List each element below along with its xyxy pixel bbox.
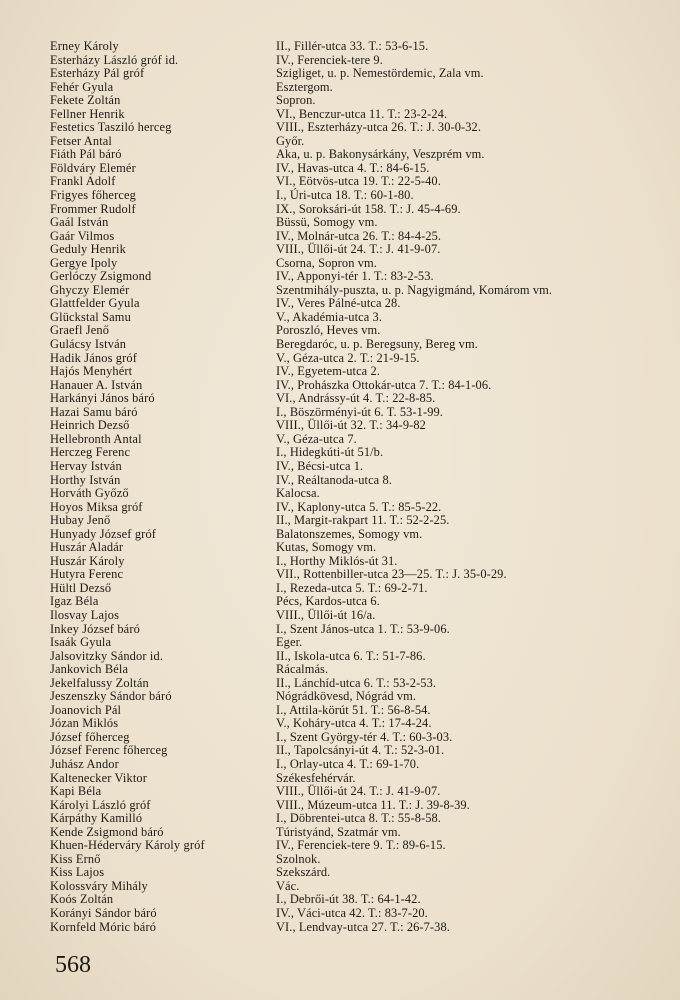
entry-address: IV., Bécsi-utca 1.	[276, 458, 364, 473]
entry-address: I., Orlay-utca 4. T.: 69-1-70.	[276, 756, 420, 771]
directory-entry	[50, 203, 675, 217]
entry-name: Esterházy Pál gróf	[50, 66, 145, 81]
entry-address: V., Géza-utca 2. T.: 21-9-15.	[276, 350, 420, 365]
entry-name: Juhász Andor	[50, 756, 119, 771]
entry-name: Jankovich Béla	[50, 662, 129, 677]
directory-entry	[50, 311, 675, 325]
page-number: 568	[55, 952, 91, 978]
entry-name: Igaz Béla	[50, 594, 99, 609]
entry-name: Esterházy László gróf id.	[50, 52, 179, 67]
entry-name: Koós Zoltán	[50, 892, 114, 907]
entry-address: VIII., Üllői-út 16/a.	[276, 607, 376, 622]
entry-address: I., Szent János-utca 1. T.: 53-9-06.	[276, 621, 450, 636]
directory-entry	[50, 94, 675, 108]
entry-name: Fetser Antal	[50, 133, 113, 148]
entry-address: II., Iskola-utca 6. T.: 51-7-86.	[276, 648, 426, 663]
entry-name: Józan Miklós	[50, 716, 119, 731]
directory-entry	[50, 392, 675, 406]
entry-address: IV., Prohászka Ottokár-utca 7. T.: 84-1-06.	[276, 377, 492, 392]
entry-address: I., Böszörményi-út 6. T. 53-1-99.	[276, 404, 443, 419]
entry-name: Hutyra Ferenc	[50, 567, 124, 582]
entry-name: Hazai Samu báró	[50, 404, 138, 419]
directory-entry	[50, 772, 675, 786]
directory-entry	[50, 460, 675, 474]
entry-address: IV., Kaplony-utca 5. T.: 85-5-22.	[276, 499, 442, 514]
entry-address: Aka, u. p. Bakonysárkány, Veszprém vm.	[276, 147, 485, 162]
entry-address: I., Debrői-út 38. T.: 64-1-42.	[276, 892, 421, 907]
directory-entry	[50, 866, 675, 880]
directory-entry	[50, 677, 675, 691]
entry-name: Harkányi János báró	[50, 391, 155, 406]
directory-entry	[50, 731, 675, 745]
entry-name: Kornfeld Móric báró	[50, 919, 157, 934]
entry-name: Frankl Adolf	[50, 174, 116, 189]
directory-entry	[50, 650, 675, 664]
entry-address: VI., Andrássy-út 4. T.: 22-8-85.	[276, 391, 436, 406]
entry-address: IV., Ferenciek-tere 9. T.: 89-6-15.	[276, 838, 446, 853]
entry-address: Túristyánd, Szatmár vm.	[276, 824, 401, 839]
entry-name: Kende Zsigmond báró	[50, 824, 164, 839]
directory-entry	[50, 257, 675, 271]
entry-name: Gaál István	[50, 215, 109, 230]
directory-entry	[50, 67, 675, 81]
directory-entry	[50, 744, 675, 758]
directory-entry	[50, 40, 675, 54]
entry-name: Fehér Gyula	[50, 79, 114, 94]
entry-address: Szigliget, u. p. Nemestördemic, Zala vm.	[276, 66, 484, 81]
entry-name: Földváry Elemér	[50, 160, 136, 175]
directory-entry	[50, 365, 675, 379]
entry-name: Kárpáthy Kamilló	[50, 811, 143, 826]
entry-address: Győr.	[276, 133, 305, 148]
directory-entry	[50, 297, 675, 311]
entry-address: VIII., Múzeum-utca 11. T.: J. 39-8-39.	[276, 797, 470, 812]
entry-name: Festetics Tasziló herceg	[50, 120, 172, 135]
entry-address: VII., Rottenbiller-utca 23—25. T.: J. 35-0-29.	[276, 567, 507, 582]
entry-name: Kaltenecker Viktor	[50, 770, 148, 785]
entry-name: Isaák Gyula	[50, 635, 112, 650]
entry-address: IV., Egyetem-utca 2.	[276, 364, 380, 379]
directory-entry	[50, 826, 675, 840]
entry-name: Frommer Rudolf	[50, 201, 136, 216]
directory-entry	[50, 690, 675, 704]
entry-address: II., Fillér-utca 33. T.: 53-6-15.	[276, 39, 429, 53]
directory-entry	[50, 582, 675, 596]
entry-address: I., Rezeda-utca 5. T.: 69-2-71.	[276, 580, 428, 595]
entry-address: I., Hidegkúti-út 51/b.	[276, 445, 384, 460]
entry-name: Khuen-Héderváry Károly gróf	[50, 838, 205, 853]
entry-name: Hunyady József gróf	[50, 526, 157, 541]
entry-name: József Ferenc főherceg	[50, 743, 168, 758]
directory-entry	[50, 921, 675, 935]
directory-entry	[50, 108, 675, 122]
directory-entry	[50, 284, 675, 298]
entry-address: VI., Lendvay-utca 27. T.: 26-7-38.	[276, 919, 450, 934]
entry-address: V., Akadémia-utca 3.	[276, 309, 383, 324]
entry-name: Geduly Henrik	[50, 242, 126, 257]
entry-address: VIII., Üllői-út 24. T.: J. 41-9-07.	[276, 242, 441, 257]
directory-entry	[50, 270, 675, 284]
entry-name: Hellebronth Antal	[50, 431, 142, 446]
entry-name: Huszár Károly	[50, 553, 125, 568]
entry-address: IV., Molnár-utca 26. T.: 84-4-25.	[276, 228, 442, 243]
directory-entry	[50, 785, 675, 799]
entry-address: Pécs, Kardos-utca 6.	[276, 594, 380, 609]
entry-address: Kutas, Somogy vm.	[276, 540, 377, 555]
entry-name: Ilosvay Lajos	[50, 607, 120, 622]
entry-address: V., Koháry-utca 4. T.: 17-4-24.	[276, 716, 432, 731]
entry-address: IV., Apponyi-tér 1. T.: 83-2-53.	[276, 269, 434, 284]
entry-name: Huszár Aladár	[50, 540, 124, 555]
entry-address: I., Szent György-tér 4. T.: 60-3-03.	[276, 729, 453, 744]
entry-name: Hültl Dezső	[50, 580, 112, 595]
entry-name: Hubay Jenő	[50, 513, 111, 528]
directory-listing	[50, 40, 675, 934]
entry-address: IV., Reáltanoda-utca 8.	[276, 472, 392, 487]
entry-address: II., Margit-rakpart 11. T.: 52-2-25.	[276, 513, 450, 528]
entry-name: Gergye Ipoly	[50, 255, 118, 270]
directory-entry	[50, 446, 675, 460]
directory-entry	[50, 609, 675, 623]
directory-entry	[50, 799, 675, 813]
directory-entry	[50, 636, 675, 650]
entry-name: Heinrich Dezső	[50, 418, 130, 433]
entry-name: Hervay István	[50, 458, 122, 473]
entry-name: Inkey József báró	[50, 621, 140, 636]
directory-entry	[50, 839, 675, 853]
directory-entry	[50, 175, 675, 189]
entry-address: I., Horthy Miklós-út 31.	[276, 553, 398, 568]
directory-entry	[50, 853, 675, 867]
entry-address: Sopron.	[276, 93, 316, 108]
entry-address: Nógrádkövesd, Nógrád vm.	[276, 689, 417, 704]
entry-address: V., Géza-utca 7.	[276, 431, 357, 446]
entry-name: Kapi Béla	[50, 784, 102, 799]
directory-entry	[50, 243, 675, 257]
entry-name: Kiss Lajos	[50, 865, 105, 880]
entry-name: Gulácsy István	[50, 337, 127, 352]
entry-address: VI., Eötvös-utca 19. T.: 22-5-40.	[276, 174, 441, 189]
entry-address: VIII., Üllői-út 24. T.: J. 41-9-07.	[276, 784, 441, 799]
entry-name: Graefl Jenő	[50, 323, 110, 338]
directory-entry	[50, 81, 675, 95]
entry-name: Gaár Vilmos	[50, 228, 115, 243]
entry-name: Fellner Henrik	[50, 106, 125, 121]
directory-entry	[50, 880, 675, 894]
entry-name: Horváth Győző	[50, 486, 129, 501]
directory-entry	[50, 514, 675, 528]
entry-name: Horthy István	[50, 472, 121, 487]
entry-address: IV., Havas-utca 4. T.: 84-6-15.	[276, 160, 430, 175]
entry-address: VIII., Üllői-út 32. T.: 34-9-82	[276, 418, 426, 433]
entry-name: Jalsovitzky Sándor id.	[50, 648, 164, 663]
entry-address: IV., Ferenciek-tere 9.	[276, 52, 383, 67]
directory-entry	[50, 406, 675, 420]
directory-entry	[50, 474, 675, 488]
entry-address: I., Döbrentei-utca 8. T.: 55-8-58.	[276, 811, 442, 826]
entry-name: Kiss Ernő	[50, 851, 101, 866]
entry-name: Erney Károly	[50, 39, 119, 53]
entry-name: Károlyi László gróf	[50, 797, 151, 812]
directory-entry	[50, 623, 675, 637]
entry-name: Glückstal Samu	[50, 309, 131, 324]
directory-entry	[50, 162, 675, 176]
entry-name: Jeszenszky Sándor báró	[50, 689, 172, 704]
directory-entry	[50, 379, 675, 393]
entry-address: Eger.	[276, 635, 303, 650]
entry-address: Székesfehérvár.	[276, 770, 356, 785]
entry-name: József főherceg	[50, 729, 130, 744]
entry-address: I., Úri-utca 18. T.: 60-1-80.	[276, 188, 414, 203]
entry-address: Poroszló, Heves vm.	[276, 323, 381, 338]
directory-entry	[50, 54, 675, 68]
entry-name: Joanovich Pál	[50, 702, 122, 717]
directory-entry	[50, 595, 675, 609]
entry-name: Ghyczy Elemér	[50, 282, 130, 297]
entry-name: Fiáth Pál báró	[50, 147, 122, 162]
directory-entry	[50, 148, 675, 162]
directory-entry	[50, 812, 675, 826]
entry-address: IV., Váci-utca 42. T.: 83-7-20.	[276, 906, 428, 920]
directory-entry	[50, 135, 675, 149]
entry-address: IV., Veres Pálné-utca 28.	[276, 296, 401, 311]
entry-address: Rácalmás.	[276, 662, 329, 677]
entry-address: I., Attila-körút 51. T.: 56-8-54.	[276, 702, 431, 717]
directory-entry	[50, 758, 675, 772]
directory-entry	[50, 230, 675, 244]
directory-entry	[50, 352, 675, 366]
entry-address: Szekszárd.	[276, 865, 331, 880]
directory-entry	[50, 433, 675, 447]
directory-entry	[50, 528, 675, 542]
directory-entry	[50, 704, 675, 718]
directory-entry	[50, 541, 675, 555]
entry-name: Frigyes főherceg	[50, 188, 137, 203]
directory-entry	[50, 663, 675, 677]
entry-address: Szentmihály-puszta, u. p. Nagyigmánd, Komárom vm.	[276, 282, 553, 297]
directory-entry	[50, 555, 675, 569]
directory-entry	[50, 501, 675, 515]
entry-name: Kolossváry Mihály	[50, 878, 148, 893]
entry-address: Csorna, Sopron vm.	[276, 255, 377, 270]
entry-name: Jekelfalussy Zoltán	[50, 675, 149, 690]
entry-name: Hoyos Miksa gróf	[50, 499, 143, 514]
entry-address: IX., Soroksári-út 158. T.: J. 45-4-69.	[276, 201, 461, 216]
directory-entry	[50, 487, 675, 501]
directory-entry	[50, 419, 675, 433]
entry-name: Hanauer A. István	[50, 377, 143, 392]
entry-address: Esztergom.	[276, 79, 333, 94]
entry-address: II., Tapolcsányi-út 4. T.: 52-3-01.	[276, 743, 445, 758]
directory-entry	[50, 189, 675, 203]
entry-name: Glattfelder Gyula	[50, 296, 140, 311]
directory-entry	[50, 216, 675, 230]
directory-entry	[50, 121, 675, 135]
entry-address: II., Lánchíd-utca 6. T.: 53-2-53.	[276, 675, 437, 690]
entry-name: Hadik János gróf	[50, 350, 138, 365]
directory-entry	[50, 568, 675, 582]
directory-entry	[50, 338, 675, 352]
entry-address: Kalocsa.	[276, 486, 320, 501]
entry-address: VI., Benczur-utca 11. T.: 23-2-24.	[276, 106, 448, 121]
directory-entry	[50, 893, 675, 907]
entry-name: Fekete Zoltán	[50, 93, 121, 108]
entry-name: Hajós Menyhért	[50, 364, 133, 379]
entry-address: VIII., Eszterházy-utca 26. T.: J. 30-0-32.	[276, 120, 482, 135]
directory-entry	[50, 907, 675, 921]
directory-entry	[50, 324, 675, 338]
entry-address: Vác.	[276, 878, 300, 893]
entry-address: Beregdaróc, u. p. Beregsuny, Bereg vm.	[276, 337, 478, 352]
entry-name: Gerlóczy Zsigmond	[50, 269, 152, 284]
directory-entry	[50, 717, 675, 731]
entry-name: Herczeg Ferenc	[50, 445, 131, 460]
entry-address: Büssü, Somogy vm.	[276, 215, 378, 230]
entry-address: Balatonszemes, Somogy vm.	[276, 526, 423, 541]
entry-name: Korányi Sándor báró	[50, 906, 157, 920]
entry-address: Szolnok.	[276, 851, 321, 866]
